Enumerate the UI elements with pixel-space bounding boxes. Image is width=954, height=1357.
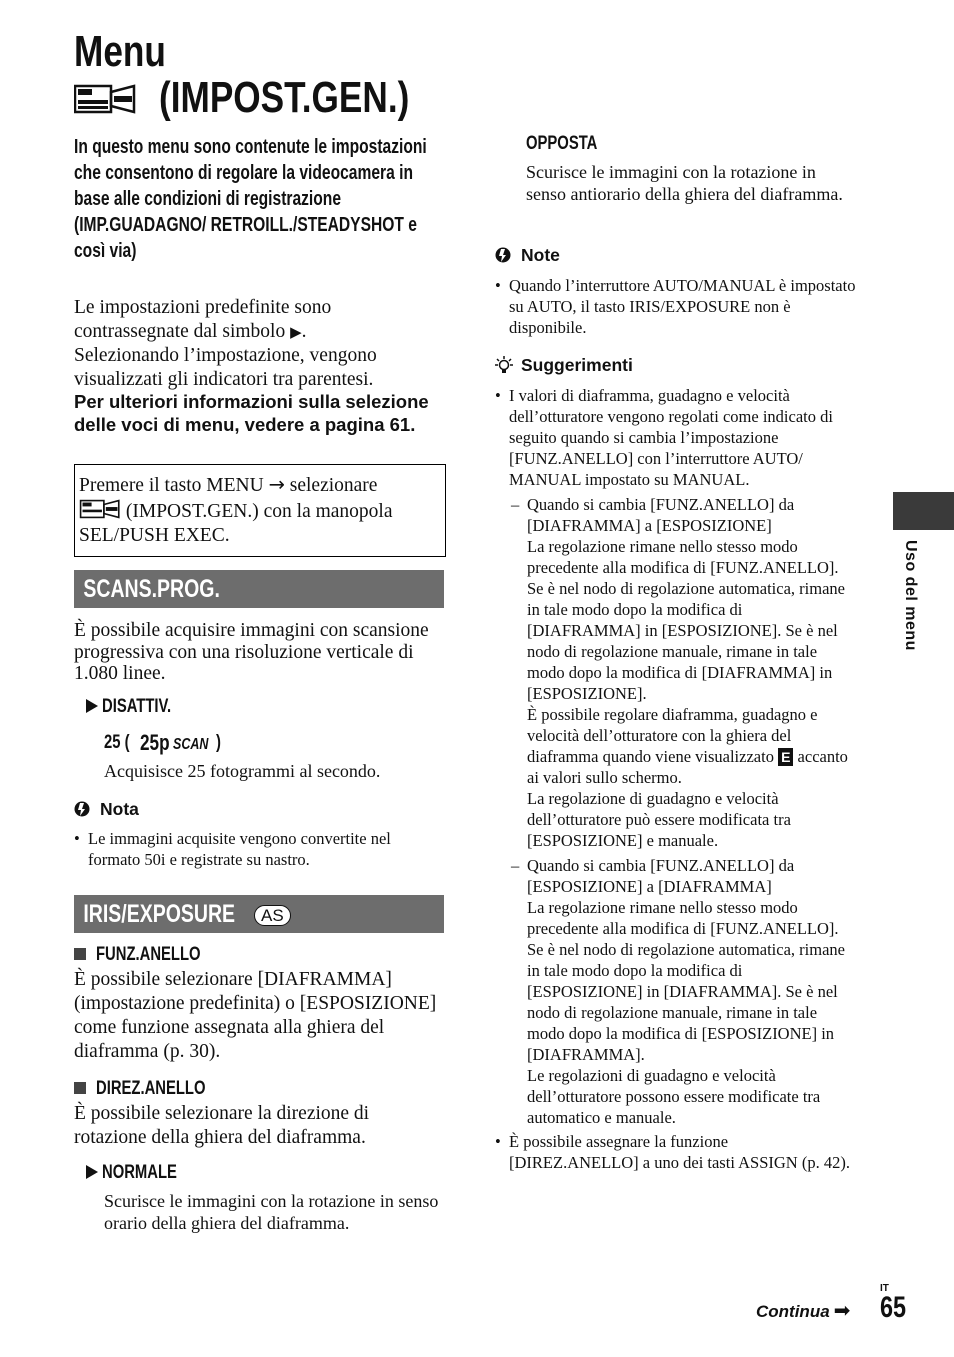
scans-description: È possibile acquisire immagini con scansione progressiva con una risoluzione verticale di 1.080 linee. [74,620,429,684]
as-badge: AS [254,905,291,926]
section-header-scans-prog: SCANS.PROG. [74,570,444,608]
menu-reference-text: Per ulteriori informazioni sulla selezione delle voci di menu, vedere a pagina 61. [74,391,429,435]
direz-anello-heading: DIREZ.ANELLO [74,1078,236,1100]
25p-scan-icon: 25p [140,730,170,755]
normale-description: Scurisce le immagini con la rotazione in senso orario della ghiera del diaframma. [104,1191,439,1233]
tip-dash-item: – Quando si cambia [FUNZ.ANELLO] da [DIAFRAMMA] a [ESPOSIZIONE] La regolazione rimane nello stesso modo precedente alla modifica di [FUNZ.ANELLO]. Se è nel nodo di regolazione automatica, rimane in tale modo dopo la modifica di [DIAFRAMMA] in [ESPOSIZIONE]. Se è nel nodo di regolazione manuale, rimane in tale modo dopo la modifica di [DIAFRAMMA] in [ESPOSIZIONE]. È possibile regolare diaframma, guadagno e velocità dell’otturatore con la ghiera del diaframma quando viene visualizzato E accanto ai valori sullo schermo. La regolazione di guadagno e velocità dell’otturatore può essere modificata tra [ESPOSIZIONE] e manuale. [511,494,857,851]
side-tab [893,492,954,530]
list-item: • I valori di diaframma, guadagno e velocità dell’otturatore vengono regolati come indicato di seguito quando si cambia l’impostazione [FUNZ.ANELLO] con l’interruttore AUTO/ MANUAL impostato su MANUAL. [495,385,857,490]
direz-anello-description: È possibile selezionare la direzione di rotazione della ghiera del diaframma. [74,1103,370,1148]
warning-icon [74,800,90,818]
intro-text: In questo menu sono contenute le impostazioni che consentono di regolare la videocamera in base alle condizioni di registrazione (IMP.GUADAGNO/ RETROILL./STEADYSHOT e così via) [74,136,427,262]
default-marker-icon [86,1165,98,1179]
page-number: 65 [880,1291,907,1324]
camera-settings-icon [79,498,121,520]
option-disattiv: DISATTIV. [86,696,191,718]
square-bullet-icon [74,948,86,960]
language-code: IT [880,1283,889,1294]
side-label: Uso del menu [902,540,919,651]
section-header-iris-exposure: IRIS/EXPOSURE AS [74,895,444,933]
tips-heading: Suggerimenti [495,355,633,376]
option-25: 25 ( [104,732,130,753]
note-heading: Note [495,245,560,266]
opposta-description: Scurisce le immagini con la rotazione in senso antiorario della ghiera del diaframma. [526,162,843,204]
page-title: Menu [74,27,166,76]
funz-anello-heading: FUNZ.ANELLO [74,944,230,966]
note-list [495,275,857,338]
option-25-close: ) [216,732,221,753]
list-item: • È possibile assegnare la funzione [DIREZ.ANELLO] a uno dei tasti ASSIGN (p. 42). [495,1131,857,1173]
warning-icon [495,246,511,264]
funz-anello-description: È possibile selezionare [DIAFRAMMA] (impostazione predefinita) o [ESPOSIZIONE] come funzione assegnata alla ghiera del diaframma (p. 30). [74,969,437,1062]
default-marker-icon [86,699,98,713]
nota-list [74,828,444,870]
nota-heading: Nota [74,799,139,820]
tips-content [495,385,857,1173]
scan-icon-text: SCAN [173,736,209,753]
option-opposta: OPPOSTA [526,133,598,154]
page-subtitle: (IMPOST.GEN.) [74,76,471,121]
tip-dash-item: – Quando si cambia [FUNZ.ANELLO] da [ESPOSIZIONE] a [DIAFRAMMA] La regolazione rimane nello stesso modo precedente alla modifica di [FUNZ.ANELLO]. Se è nel nodo di regolazione automatica, rimane in tale modo dopo la modifica di [ESPOSIZIONE] in [DIAFRAMMA]. Se è nel nodo di regolazione manuale, rimane in tale modo dopo la modifica di [ESPOSIZIONE] in [DIAFRAMMA]. Le regolazioni di guadagno e velocità dell’otturatore possono essere modificate tra automatico e manuale. [511,855,857,1128]
defaults-text: Le impostazioni predefinite sono contrassegnate dal simbolo ▶. Selezionando l’impostazione, vengono visualizzati gli indicatori tra parentesi. [74,297,377,390]
lightbulb-icon [495,355,513,375]
option-normale: NORMALE [86,1162,198,1184]
list-item: • Quando l’interruttore AUTO/MANUAL è impostato su AUTO, il tasto IRIS/EXPOSURE non è disponibile. [495,275,857,338]
camera-settings-icon [74,82,136,116]
list-item: • Le immagini acquisite vengono convertite nel formato 50i e registrate su nastro. [74,828,444,870]
continue-indicator: Continua ➡ [756,1298,851,1322]
exposure-indicator-icon: E [778,748,793,766]
arrow-right-icon: ➡ [833,1298,851,1322]
instruction-box: Premere il tasto MENU → selezionare (IMPOST.GEN.) con la manopola SEL/PUSH EXEC. [74,464,446,557]
square-bullet-icon [74,1082,86,1094]
option-25-description: Acquisisce 25 fotogrammi al secondo. [104,761,381,781]
